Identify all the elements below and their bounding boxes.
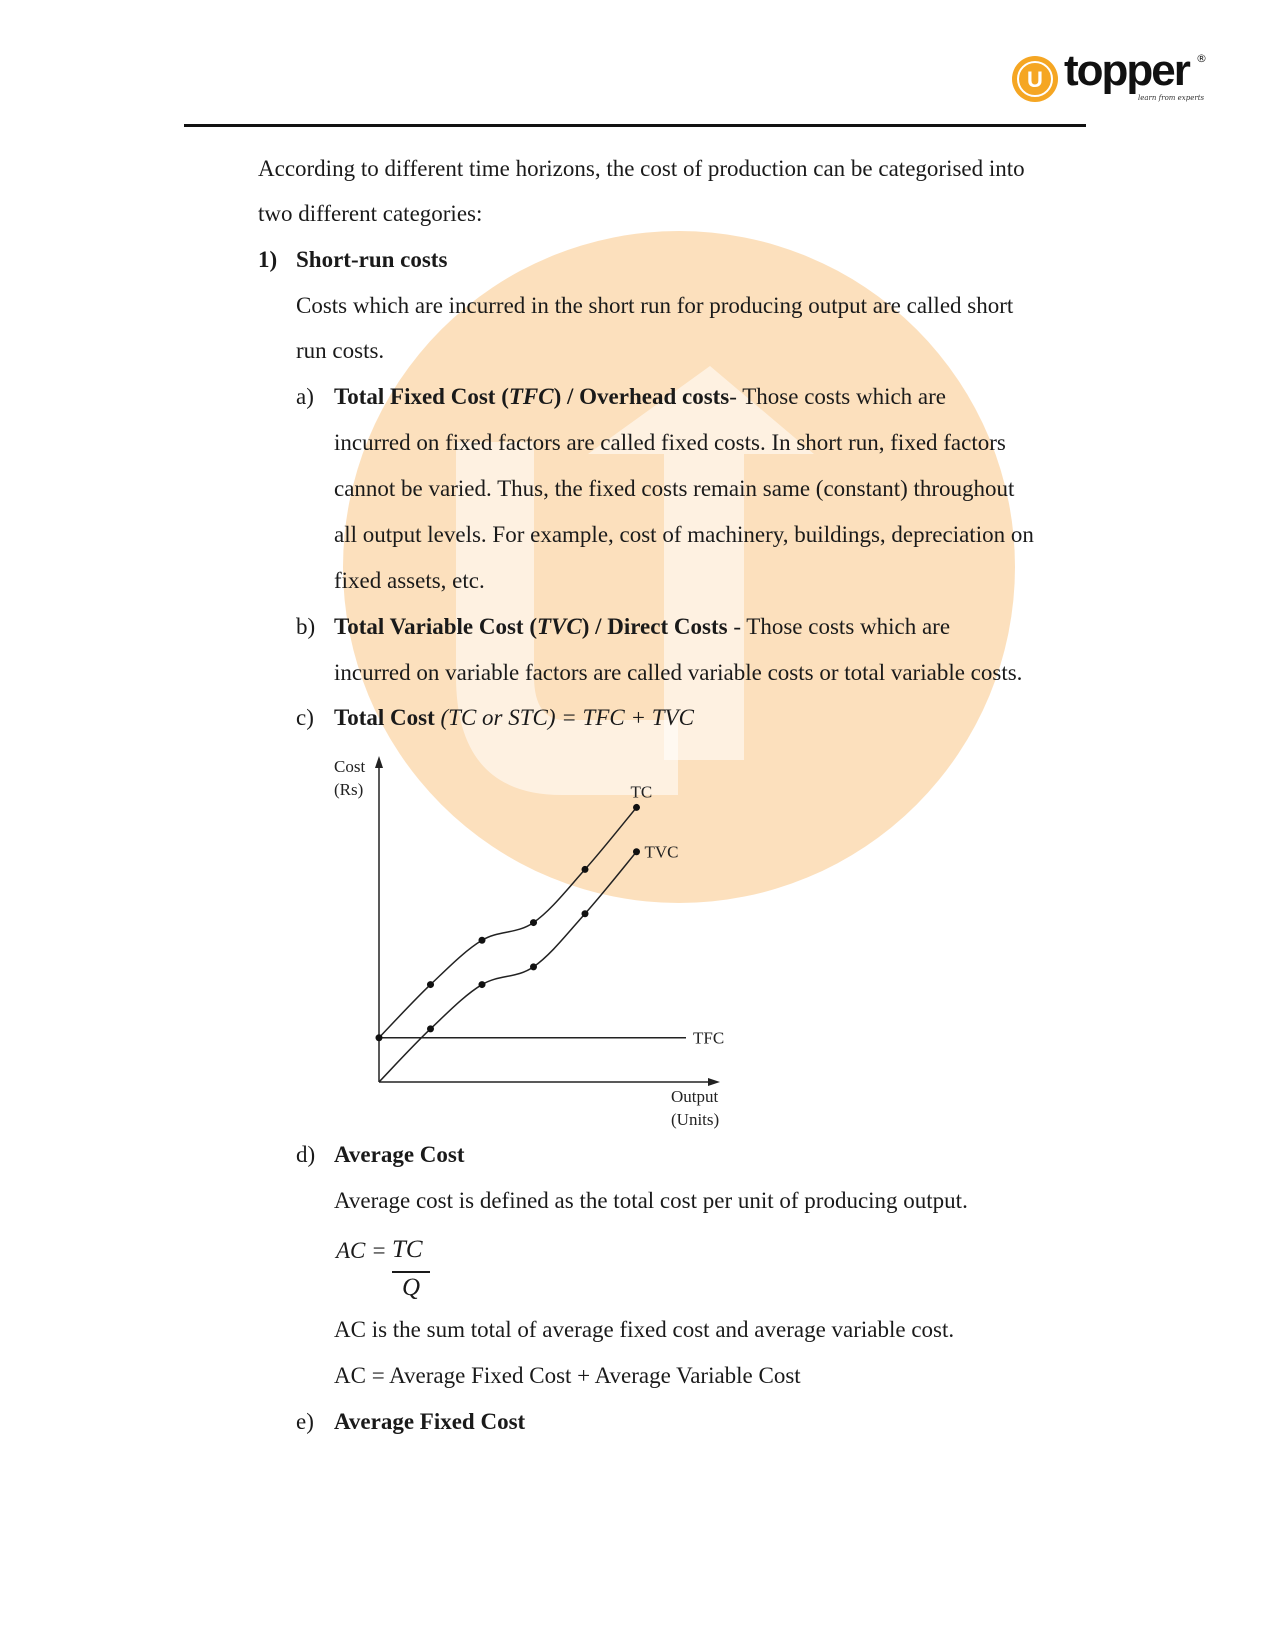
tvc-curve [379,852,637,1082]
item-e-heading [296,1407,525,1437]
ac-formula-fraction-bar [392,1271,430,1273]
y-axis-label-line-1: Cost [334,757,366,776]
ac-formula-lhs: AC = [336,1238,387,1263]
tc-point [582,866,589,873]
intro-line-2: two different categories: [258,201,483,226]
registered-mark: ® [1196,52,1207,65]
item-b-desc-1: - Those costs which are [727,614,951,639]
item-a-title-abbr: TFC [508,384,554,409]
item-a-desc-3: cannot be varied. Thus, the fixed costs remain same (constant) throughout [334,476,1015,501]
tvc-point [530,963,537,970]
tc-curve [379,807,637,1037]
tc-point [479,937,486,944]
tvc-point [633,848,640,855]
item-a-desc-2: incurred on fixed factors are called fixed costs. In short run, fixed factors [334,430,1006,455]
item-b-title-1: Total Variable Cost ( [334,614,537,639]
brand-name: topper [1064,46,1189,95]
item-b-desc-2: incurred on variable factors are called variable costs or total variable costs. [334,660,1023,685]
x-axis-label-line-1: Output [671,1087,719,1106]
tc-point [530,919,537,926]
section-title: Short-run costs [296,247,448,272]
y-axis-arrow [375,756,383,768]
item-e-title: Average Fixed Cost [334,1409,526,1434]
x-axis-arrow [708,1078,720,1086]
tc-point [427,981,434,988]
tc-point [633,804,640,811]
item-e-label: e) [296,1409,314,1434]
item-d-sum-line: AC is the sum total of average fixed cost and average variable cost. [334,1317,955,1342]
x-axis-label-line-2: (Units) [671,1110,720,1129]
item-a-title-2: ) / Overhead costs [553,384,730,409]
section1-desc-line-1: Costs which are incurred in the short run for producing output are called short [296,293,1014,318]
item-a-desc-4: all output levels. For example, cost of machinery, buildings, depreciation on [334,522,1034,547]
section1-desc-line-2: run costs. [296,338,385,363]
item-d-equation: AC = Average Fixed Cost + Average Variable Cost [334,1363,801,1388]
tc-label: TC [630,782,653,802]
tvc-point [479,981,486,988]
tfc-intercept-point [376,1034,383,1041]
item-c-label: c) [296,705,314,730]
y-axis-label-line-2: (Rs) [334,780,364,799]
item-b-title-abbr: TVC [536,614,582,639]
item-d-desc: Average cost is defined as the total cost per unit of producing output. [334,1188,968,1213]
tfc-label: TFC [693,1028,725,1048]
item-b-title-2: ) / Direct Costs [581,614,728,639]
item-a-title-1: Total Fixed Cost ( [334,384,509,409]
tvc-point [582,910,589,917]
item-d-title: Average Cost [334,1142,465,1167]
item-d-label: d) [296,1142,316,1167]
item-d-heading [296,1140,465,1170]
item-c-formula: (TC or STC) = TFC + TVC [440,705,694,730]
tvc-label: TVC [644,842,679,862]
item-a-label: a) [296,384,314,409]
item-a-desc-5: fixed assets, etc. [334,568,485,593]
item-c-title: Total Cost [334,705,435,730]
ac-formula-denominator: Q [402,1274,421,1301]
brand-tagline: learn from experts [1138,94,1205,102]
item-b-label: b) [296,614,316,639]
section-number: 1) [258,247,278,272]
ac-formula-numerator: TC [392,1236,423,1263]
intro-line-1: According to different time horizons, the cost of production can be categorised into [258,156,1025,181]
item-a-desc-1: - Those costs which are [729,384,947,409]
tvc-point [427,1025,434,1032]
svg-text:U: U [1027,67,1043,92]
